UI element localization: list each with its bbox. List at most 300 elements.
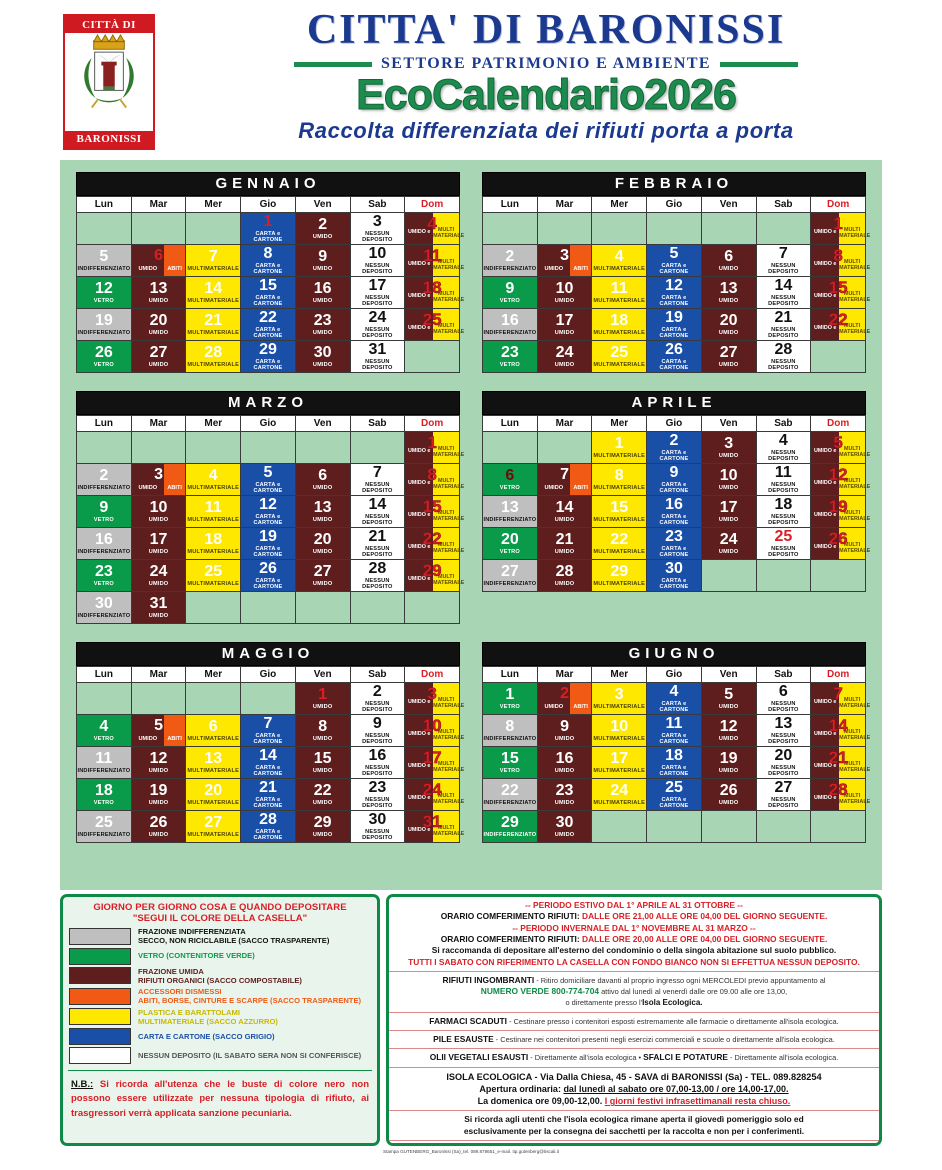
day-cell-ind[interactable]: [77, 464, 132, 496]
day-number-wrap: [538, 464, 592, 495]
day-cell-umido[interactable]: [537, 341, 592, 373]
day-cell-nessun-deposito[interactable]: [350, 560, 405, 592]
day-cell-sunday[interactable]: [811, 432, 871, 464]
empty-cell: [483, 213, 538, 245]
day-label: UMIDO: [312, 768, 333, 775]
day-cell-multi[interactable]: [186, 560, 241, 592]
day-content: [757, 496, 811, 527]
day-cell-umido[interactable]: [537, 277, 592, 309]
day-cell-nessun-deposito[interactable]: [756, 528, 811, 560]
day-cell-abiti[interactable]: [537, 683, 592, 715]
day-cell-nessun-deposito[interactable]: [350, 779, 405, 811]
weekday-header-mar: Mar: [537, 197, 592, 213]
day-content: [77, 779, 131, 810]
day-cell-vetro[interactable]: [77, 277, 132, 309]
day-cell-carta[interactable]: [241, 245, 296, 277]
day-cell-ind[interactable]: [77, 811, 132, 843]
day-cell-sunday[interactable]: [405, 464, 465, 496]
day-cell-nessun-deposito[interactable]: [350, 496, 405, 528]
day-label: UMIDO: [718, 704, 739, 711]
day-cell-carta[interactable]: [647, 747, 702, 779]
day-number-wrap: [811, 464, 871, 495]
day-content: [351, 779, 405, 810]
day-number: 24: [555, 344, 574, 362]
day-cell-carta[interactable]: [241, 715, 296, 747]
note-label: N.B.:: [71, 1079, 94, 1090]
day-content: [538, 341, 592, 372]
day-cell-nessun-deposito[interactable]: [756, 309, 811, 341]
day-label: INDIFFERENZIATO: [77, 485, 131, 492]
day-label: CARTA e CARTONE: [659, 450, 689, 462]
day-label-multimateriale: MULTI MATERIALE: [839, 510, 871, 523]
day-cell-vetro[interactable]: [77, 779, 132, 811]
day-cell-umido[interactable]: [295, 464, 350, 496]
day-cell-multi[interactable]: [592, 496, 647, 528]
day-cell-carta[interactable]: [241, 528, 296, 560]
day-cell-sunday[interactable]: [405, 683, 465, 715]
day-cell-abiti[interactable]: [131, 715, 186, 747]
day-content: [351, 309, 405, 340]
day-cell-umido[interactable]: [131, 341, 186, 373]
day-number: 31: [422, 812, 442, 831]
day-cell-carta[interactable]: [647, 560, 702, 592]
day-cell-ind[interactable]: [77, 747, 132, 779]
day-cell-umido[interactable]: [295, 715, 350, 747]
day-cell-nessun-deposito[interactable]: [756, 464, 811, 496]
day-cell-sunday[interactable]: [811, 464, 871, 496]
day-cell-ind[interactable]: [77, 245, 132, 277]
day-number: 14: [828, 716, 848, 735]
day-cell-sunday[interactable]: [405, 560, 465, 592]
day-cell-umido[interactable]: [537, 811, 592, 843]
day-cell-vetro[interactable]: [483, 683, 538, 715]
day-cell-ind[interactable]: [483, 309, 538, 341]
day-cell-carta[interactable]: [647, 496, 702, 528]
day-label: VETRO: [499, 362, 520, 369]
day-cell-umido[interactable]: [701, 747, 756, 779]
day-content: [132, 277, 186, 308]
day-cell-nessun-deposito[interactable]: [350, 528, 405, 560]
day-content: [757, 715, 811, 746]
day-cell-multi[interactable]: [186, 747, 241, 779]
day-cell-nessun-deposito[interactable]: [350, 715, 405, 747]
day-cell-umido[interactable]: [701, 496, 756, 528]
day-cell-carta[interactable]: [241, 213, 296, 245]
day-number: 6: [208, 718, 218, 736]
day-content: [241, 779, 295, 810]
day-cell-nessun-deposito[interactable]: [756, 277, 811, 309]
day-label-umido: UMIDO e: [407, 480, 431, 486]
day-label: CARTA e CARTONE: [659, 327, 689, 339]
day-number: 5: [154, 717, 163, 734]
day-cell-umido[interactable]: [295, 560, 350, 592]
day-number: 2: [372, 683, 382, 701]
day-cell-abiti[interactable]: [131, 245, 186, 277]
day-cell-carta[interactable]: [647, 715, 702, 747]
day-cell-abiti[interactable]: [131, 464, 186, 496]
day-content: [351, 683, 405, 714]
day-cell-ind[interactable]: [77, 528, 132, 560]
day-cell-vetro[interactable]: [77, 560, 132, 592]
day-cell-sunday[interactable]: [405, 528, 465, 560]
day-cell-umido[interactable]: [537, 560, 592, 592]
day-cell-multi[interactable]: [186, 496, 241, 528]
legend-row: [69, 1028, 371, 1045]
weekday-header-sab: Sab: [756, 416, 811, 432]
day-content: [592, 277, 646, 308]
day-cell-umido[interactable]: [701, 779, 756, 811]
day-number: 22: [313, 782, 332, 800]
day-cell-carta[interactable]: [241, 560, 296, 592]
day-cell-vetro[interactable]: [483, 811, 538, 843]
day-cell-vetro[interactable]: [77, 341, 132, 373]
day-cell-nessun-deposito[interactable]: [756, 683, 811, 715]
day-label: MULTIMATERIALE: [187, 736, 240, 743]
day-cell-sunday[interactable]: [811, 747, 871, 779]
day-cell-umido[interactable]: [295, 213, 350, 245]
day-label: CARTA e CARTONE: [253, 359, 283, 371]
day-cell-multi[interactable]: [592, 341, 647, 373]
day-cell-sunday[interactable]: [811, 277, 871, 309]
day-cell-carta[interactable]: [241, 341, 296, 373]
day-label-nessun-deposito: NESSUN DEPOSITO: [768, 359, 799, 371]
day-number-wrap: [811, 309, 871, 340]
day-label-multimateriale: MULTI MATERIALE: [839, 761, 871, 774]
day-cell-vetro[interactable]: [77, 496, 132, 528]
day-cell-nessun-deposito[interactable]: [350, 213, 405, 245]
day-number: 19: [828, 497, 848, 516]
day-label: UMIDO: [312, 549, 333, 556]
day-cell-sunday[interactable]: [811, 213, 871, 245]
day-cell-multi[interactable]: [592, 779, 647, 811]
day-cell-abiti[interactable]: [537, 464, 592, 496]
day-number: 20: [719, 312, 738, 330]
legend-text: NESSUN DEPOSITO (IL SABATO SERA NON SI CONFERISCE): [138, 1050, 362, 1060]
day-number: 27: [149, 344, 168, 362]
day-cell-multi[interactable]: [592, 432, 647, 464]
day-label: VETRO: [499, 549, 520, 556]
day-number: 24: [149, 563, 168, 581]
legend-note: [63, 1076, 377, 1121]
day-cell-carta[interactable]: [241, 277, 296, 309]
week-row: [77, 528, 460, 560]
month-title: MAGGIO: [76, 642, 460, 666]
day-label: INDIFFERENZIATO: [483, 736, 537, 743]
day-cell-umido[interactable]: [537, 715, 592, 747]
day-cell-vetro[interactable]: [77, 715, 132, 747]
day-cell-nessun-deposito[interactable]: [756, 245, 811, 277]
day-cell-umido[interactable]: [295, 811, 350, 843]
day-cell-sunday[interactable]: [405, 277, 465, 309]
day-number: 23: [313, 312, 332, 330]
day-cell-vetro[interactable]: [483, 528, 538, 560]
day-cell-umido[interactable]: [295, 341, 350, 373]
baronissi-coat-of-arms-icon: [63, 14, 155, 150]
day-number: 4: [427, 214, 437, 233]
day-label: UMIDO: [148, 613, 169, 620]
day-label: UMIDO: [312, 485, 333, 492]
day-label-umido: UMIDO e: [407, 261, 431, 267]
week-row: [483, 528, 866, 560]
day-label-nessun-deposito: NESSUN DEPOSITO: [362, 514, 393, 526]
day-cell-carta[interactable]: [647, 245, 702, 277]
day-cell-carta[interactable]: [647, 528, 702, 560]
oils-text: - Direttamente all'isola ecologica •: [528, 1053, 644, 1063]
legend-row: [69, 927, 371, 946]
pruning-label: SFALCI E POTATURE: [643, 1052, 728, 1063]
day-number: 5: [263, 464, 273, 482]
day-cell-sunday[interactable]: [405, 779, 465, 811]
info-panel: [386, 894, 882, 1146]
day-content: [483, 683, 537, 714]
day-label: CARTA e CARTONE: [253, 295, 283, 307]
day-label-umido: UMIDO e: [407, 512, 431, 518]
day-cell-multi[interactable]: [592, 560, 647, 592]
batteries-line: [395, 1034, 873, 1045]
day-cell-sunday[interactable]: [811, 245, 871, 277]
day-cell-sunday[interactable]: [811, 496, 871, 528]
day-cell-vetro[interactable]: [483, 464, 538, 496]
day-cell-umido[interactable]: [537, 779, 592, 811]
day-cell-vetro[interactable]: [483, 341, 538, 373]
day-cell-umido[interactable]: [295, 245, 350, 277]
day-number-wrap: [405, 496, 465, 527]
day-cell-umido[interactable]: [295, 683, 350, 715]
deposit-recommendation: Si raccomanda di depositare all'esterno del condominio o della singola abitazione sul suolo pubblico.: [431, 945, 837, 956]
day-number: 22: [422, 529, 442, 548]
day-cell-nessun-deposito[interactable]: [756, 747, 811, 779]
day-cell-ind[interactable]: [77, 592, 132, 624]
day-label: MULTIMATERIALE: [187, 800, 240, 807]
day-cell-ind[interactable]: [483, 245, 538, 277]
day-cell-umido[interactable]: [295, 496, 350, 528]
day-cell-nessun-deposito[interactable]: [756, 715, 811, 747]
day-cell-carta[interactable]: [647, 779, 702, 811]
day-cell-sunday[interactable]: [405, 811, 465, 843]
day-number-wrap: [811, 432, 871, 463]
day-cell-nessun-deposito[interactable]: [350, 683, 405, 715]
day-cell-nessun-deposito[interactable]: [756, 341, 811, 373]
day-number: 29: [259, 341, 277, 359]
day-number: 30: [368, 811, 387, 829]
day-cell-carta[interactable]: [647, 432, 702, 464]
day-cell-carta[interactable]: [647, 683, 702, 715]
info-oils-block: [389, 1049, 879, 1067]
day-cell-multi[interactable]: [186, 464, 241, 496]
day-cell-umido[interactable]: [131, 779, 186, 811]
day-cell-multi[interactable]: [592, 277, 647, 309]
day-number: 6: [505, 467, 515, 485]
day-content: [77, 592, 131, 623]
day-cell-multi[interactable]: [186, 309, 241, 341]
day-number-wrap: [405, 277, 465, 308]
day-cell-sunday[interactable]: [405, 213, 465, 245]
day-content: [483, 341, 537, 372]
day-cell-ind[interactable]: [483, 560, 538, 592]
day-cell-carta[interactable]: [241, 747, 296, 779]
day-label-umido: UMIDO e: [813, 480, 837, 486]
day-cell-ind[interactable]: [483, 779, 538, 811]
day-cell-sunday[interactable]: [811, 528, 871, 560]
day-cell-ind[interactable]: [77, 309, 132, 341]
day-cell-vetro[interactable]: [483, 747, 538, 779]
day-number: 20: [313, 531, 332, 549]
day-cell-umido[interactable]: [131, 811, 186, 843]
day-cell-multi[interactable]: [186, 341, 241, 373]
day-label: UMIDO: [718, 736, 739, 743]
day-cell-sunday[interactable]: [405, 496, 465, 528]
day-cell-carta[interactable]: [647, 277, 702, 309]
day-number: 21: [204, 312, 223, 330]
day-cell-multi[interactable]: [592, 245, 647, 277]
day-content: [647, 496, 701, 527]
day-cell-sunday[interactable]: [405, 715, 465, 747]
day-number: 22: [259, 309, 277, 327]
day-cell-abiti[interactable]: [537, 245, 592, 277]
day-label: MULTIMATERIALE: [593, 517, 646, 524]
day-cell-umido[interactable]: [701, 341, 756, 373]
empty-cell: [537, 213, 592, 245]
day-cell-carta[interactable]: [241, 496, 296, 528]
day-cell-carta[interactable]: [241, 309, 296, 341]
day-number: 28: [555, 563, 574, 581]
week-row: [483, 715, 866, 747]
day-cell-umido[interactable]: [701, 683, 756, 715]
day-cell-multi[interactable]: [186, 245, 241, 277]
day-cell-nessun-deposito[interactable]: [350, 277, 405, 309]
month-table: [482, 196, 871, 373]
day-cell-umido[interactable]: [295, 277, 350, 309]
day-cell-multi[interactable]: [592, 715, 647, 747]
day-cell-multi[interactable]: [592, 683, 647, 715]
day-cell-umido[interactable]: [701, 245, 756, 277]
day-content: [483, 747, 537, 778]
day-cell-umido[interactable]: [701, 528, 756, 560]
day-content: [296, 309, 350, 340]
day-cell-multi[interactable]: [186, 715, 241, 747]
day-cell-multi[interactable]: [186, 811, 241, 843]
day-number: 5: [99, 248, 109, 266]
day-cell-umido[interactable]: [701, 309, 756, 341]
day-cell-carta[interactable]: [241, 779, 296, 811]
day-label: UMIDO: [148, 549, 169, 556]
day-cell-ind[interactable]: [483, 715, 538, 747]
day-cell-carta[interactable]: [241, 464, 296, 496]
day-cell-umido[interactable]: [295, 309, 350, 341]
day-cell-umido[interactable]: [701, 715, 756, 747]
day-number: 12: [828, 465, 848, 484]
day-cell-umido[interactable]: [537, 747, 592, 779]
calendar-body: [60, 160, 882, 890]
day-cell-nessun-deposito[interactable]: [756, 496, 811, 528]
day-cell-vetro[interactable]: [483, 277, 538, 309]
green-number-text: attivo dal lunedì al venerdì dalle ore 09.00 alle ore 13,00,: [599, 987, 788, 997]
day-cell-nessun-deposito[interactable]: [350, 464, 405, 496]
day-content: [538, 560, 592, 591]
day-number: 16: [368, 747, 387, 765]
day-cell-umido[interactable]: [701, 432, 756, 464]
month-table: [482, 415, 871, 592]
day-cell-sunday[interactable]: [811, 683, 871, 715]
day-cell-multi[interactable]: [186, 528, 241, 560]
day-cell-sunday[interactable]: [405, 309, 465, 341]
day-cell-umido[interactable]: [131, 592, 186, 624]
day-cell-nessun-deposito[interactable]: [350, 245, 405, 277]
day-cell-multi[interactable]: [592, 464, 647, 496]
day-cell-umido[interactable]: [131, 496, 186, 528]
empty-cell: [131, 213, 186, 245]
day-cell-umido[interactable]: [131, 560, 186, 592]
day-cell-carta[interactable]: [647, 341, 702, 373]
day-cell-multi[interactable]: [592, 528, 647, 560]
day-label: MULTIMATERIALE: [187, 517, 240, 524]
day-number-wrap: [132, 715, 186, 746]
day-label: UMIDO: [312, 832, 333, 839]
day-label: CARTA e CARTONE: [659, 263, 689, 275]
day-cell-nessun-deposito[interactable]: [350, 341, 405, 373]
weekday-header-lun: Lun: [77, 416, 132, 432]
day-cell-carta[interactable]: [241, 811, 296, 843]
day-cell-ind[interactable]: [483, 496, 538, 528]
day-cell-umido[interactable]: [131, 747, 186, 779]
day-cell-umido[interactable]: [131, 277, 186, 309]
day-cell-umido[interactable]: [131, 528, 186, 560]
day-label: INDIFFERENZIATO: [77, 549, 131, 556]
day-cell-multi[interactable]: [186, 779, 241, 811]
day-number: 2: [99, 467, 109, 485]
day-cell-umido[interactable]: [701, 464, 756, 496]
day-cell-umido[interactable]: [131, 309, 186, 341]
day-cell-carta[interactable]: [647, 464, 702, 496]
day-label: CARTA e CARTONE: [659, 797, 689, 809]
day-cell-umido[interactable]: [295, 528, 350, 560]
day-label-nessun-deposito: NESSUN DEPOSITO: [362, 482, 393, 494]
day-cell-umido[interactable]: [701, 277, 756, 309]
day-label: MULTIMATERIALE: [593, 266, 646, 273]
day-number: 17: [368, 277, 387, 295]
day-label-nessun-deposito: NESSUN DEPOSITO: [768, 295, 799, 307]
day-content: [647, 715, 701, 746]
day-cell-umido[interactable]: [295, 779, 350, 811]
day-cell-nessun-deposito[interactable]: [350, 811, 405, 843]
day-cell-nessun-deposito[interactable]: [756, 779, 811, 811]
day-cell-sunday[interactable]: [811, 715, 871, 747]
day-label-abiti: ABITI: [573, 704, 588, 710]
day-cell-sunday[interactable]: [811, 779, 871, 811]
day-cell-umido[interactable]: [537, 528, 592, 560]
day-cell-multi[interactable]: [592, 747, 647, 779]
day-content: [592, 779, 646, 810]
day-number: 29: [422, 561, 442, 580]
day-cell-sunday[interactable]: [405, 245, 465, 277]
day-cell-nessun-deposito[interactable]: [756, 432, 811, 464]
day-cell-multi[interactable]: [186, 277, 241, 309]
weekday-header-dom: Dom: [405, 197, 460, 213]
day-cell-umido[interactable]: [295, 747, 350, 779]
legend-text: FRAZIONE INDIFFERENZIATA SECCO, NON RICICLABILE (SACCO TRASPARENTE): [138, 927, 330, 946]
day-cell-carta[interactable]: [647, 309, 702, 341]
legend-text: ACCESSORI DISMESSI ABITI, BORSE, CINTURE E SCARPE (SACCO TRASPARENTE): [138, 987, 362, 1006]
day-cell-multi[interactable]: [592, 309, 647, 341]
day-cell-umido[interactable]: [537, 309, 592, 341]
day-cell-nessun-deposito[interactable]: [350, 747, 405, 779]
day-cell-umido[interactable]: [537, 496, 592, 528]
day-cell-nessun-deposito[interactable]: [350, 309, 405, 341]
day-cell-sunday[interactable]: [405, 432, 465, 464]
day-cell-sunday[interactable]: [811, 309, 871, 341]
empty-cell: [131, 432, 186, 464]
day-cell-sunday[interactable]: [405, 747, 465, 779]
